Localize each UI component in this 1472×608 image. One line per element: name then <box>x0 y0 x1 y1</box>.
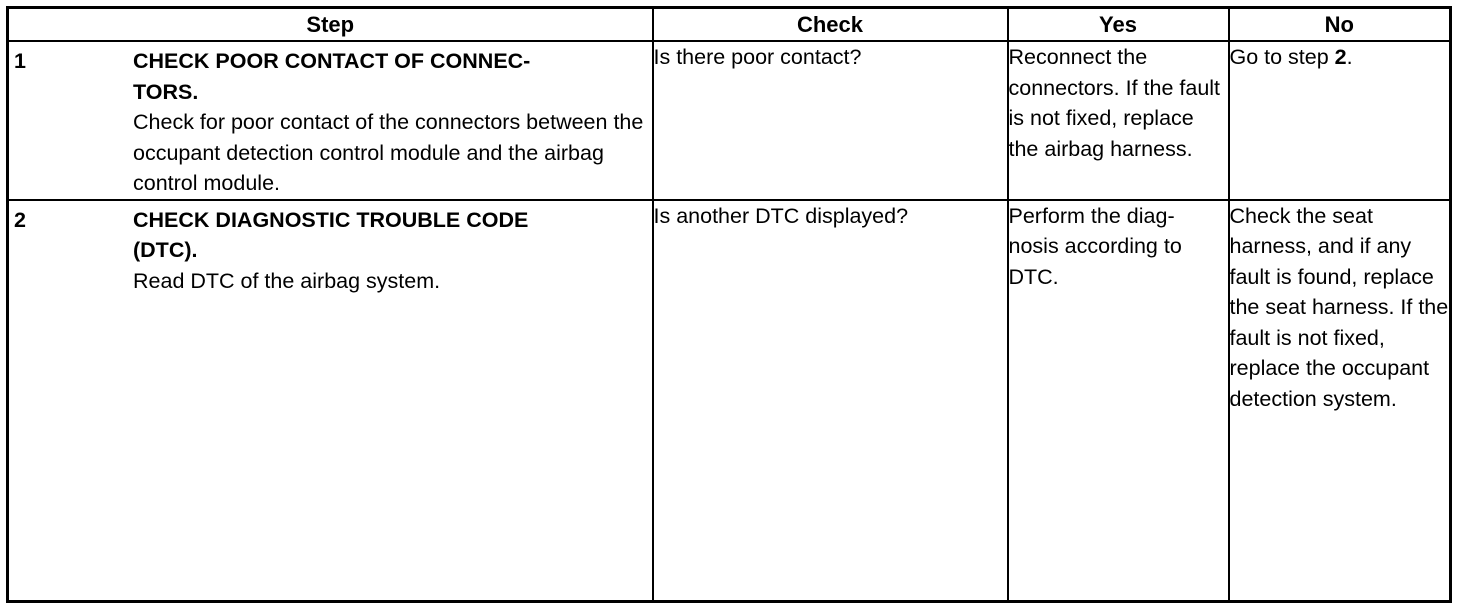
step-title-line1: CHECK DIAGNOSTIC TROUBLE CODE <box>133 207 529 232</box>
yes-cell: Reconnect the connectors. If the fault is not fixed, replace the airbag harness. <box>1008 41 1229 200</box>
no-cell <box>1229 41 1451 200</box>
yes-text-line2: nosis according to DTC. <box>1008 234 1182 289</box>
no-text-prefix: Go to step <box>1229 45 1335 69</box>
header-step: Step <box>8 8 653 42</box>
yes-text-line1: Perform the diag- <box>1008 203 1175 228</box>
header-yes: Yes <box>1008 8 1229 42</box>
no-step-ref: 2 <box>1334 45 1347 69</box>
step-title-line2: TORS. <box>133 79 199 104</box>
yes-cell <box>1008 200 1229 602</box>
step-cell <box>8 41 653 200</box>
step-description: Read DTC of the airbag system. <box>133 268 441 293</box>
step-body <box>133 201 652 297</box>
step-title-line2: (DTC). <box>133 238 198 262</box>
header-row <box>8 8 1451 42</box>
header-no: No <box>1229 8 1451 42</box>
table-row <box>8 200 1451 602</box>
step-body <box>133 42 652 199</box>
diagnostic-table <box>6 6 1452 603</box>
step-number: 1 <box>14 49 26 73</box>
check-cell: Is there poor contact? <box>653 41 1008 200</box>
header-check: Check <box>653 8 1008 42</box>
no-text-suffix: . <box>1346 45 1353 69</box>
step-title-line1: CHECK POOR CONTACT OF CONNEC- <box>133 49 531 73</box>
check-cell: Is another DTC displayed? <box>653 200 1008 602</box>
table-row <box>8 41 1451 200</box>
step-number: 2 <box>14 207 26 232</box>
step-cell <box>8 200 653 602</box>
no-cell: Check the seat harness, and if any fault is found, replace the seat harness. If the fault is not fixed, replace the occupant detection system. <box>1229 200 1451 602</box>
step-description: Check for poor contact of the connectors between the occupant detection control module and the airbag control module. <box>133 110 644 195</box>
